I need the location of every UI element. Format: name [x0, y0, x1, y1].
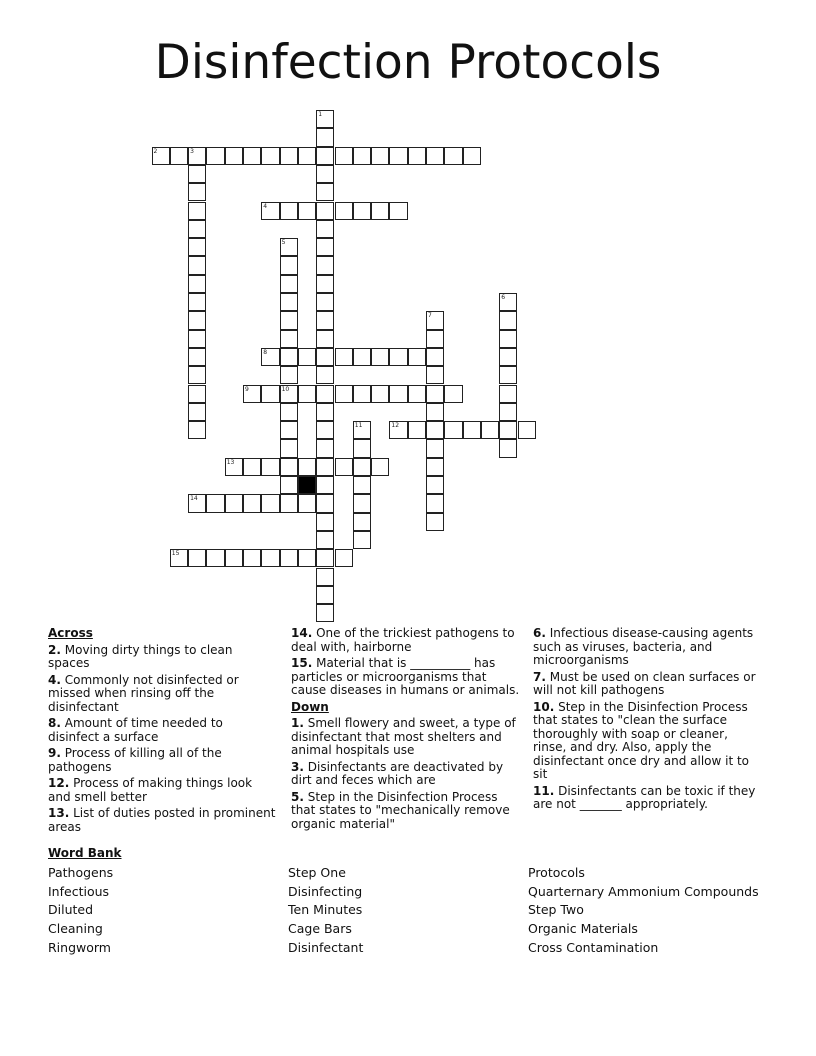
crossword-cell[interactable]	[499, 421, 517, 439]
crossword-cell[interactable]	[426, 348, 444, 366]
crossword-cell[interactable]	[316, 421, 334, 439]
word-bank-item: Disinfecting	[288, 883, 363, 899]
clue-down-5: 5. Step in the Disinfection Process that states to "mechanically remove organic material"	[291, 789, 510, 831]
crossword-cell[interactable]	[188, 220, 206, 238]
crossword-cell[interactable]	[353, 513, 371, 531]
crossword-cell[interactable]	[188, 293, 206, 311]
crossword-cell[interactable]	[261, 147, 279, 165]
crossword-cell[interactable]	[371, 348, 389, 366]
crossword-cell[interactable]	[225, 549, 243, 567]
crossword-cell[interactable]	[408, 348, 426, 366]
clue-number: 3	[190, 147, 194, 155]
crossword-cell[interactable]	[188, 494, 206, 512]
crossword-cell[interactable]	[518, 421, 536, 439]
crossword-cell[interactable]	[408, 385, 426, 403]
crossword-cell[interactable]	[316, 403, 334, 421]
crossword-cell[interactable]	[426, 458, 444, 476]
crossword-cell[interactable]	[261, 385, 279, 403]
crossword-cell[interactable]	[280, 439, 298, 457]
clue-across-4: 4. Commonly not disinfected or missed when rinsing off the disinfectant	[48, 672, 239, 714]
crossword-cell[interactable]	[280, 238, 298, 256]
crossword-cell[interactable]	[243, 385, 261, 403]
crossword-cell[interactable]	[280, 256, 298, 274]
crossword-cell[interactable]	[280, 275, 298, 293]
crossword-cell[interactable]	[280, 366, 298, 384]
crossword-cell[interactable]	[316, 586, 334, 604]
clue-down-7: 7. Must be used on clean surfaces or will not kill pathogens	[533, 669, 756, 697]
crossword-cell[interactable]	[188, 348, 206, 366]
crossword-cell[interactable]	[389, 147, 407, 165]
crossword-cell[interactable]	[426, 476, 444, 494]
crossword-cell[interactable]	[243, 549, 261, 567]
crossword-cell[interactable]	[426, 439, 444, 457]
down-heading: Down	[291, 699, 329, 714]
crossword-cell[interactable]	[316, 275, 334, 293]
crossword-cell[interactable]	[298, 549, 316, 567]
clue-number: 6	[501, 294, 506, 301]
clue-across-8: 8. Amount of time needed to disinfect a surface	[48, 716, 223, 744]
word-bank-column-2	[288, 864, 363, 958]
crossword-cell[interactable]	[243, 494, 261, 512]
crossword-cell[interactable]	[316, 165, 334, 183]
crossword-cell[interactable]	[243, 458, 261, 476]
clue-across-14: 14. One of the trickiest pathogens to deal with, hairborne	[291, 626, 515, 654]
clue-across-13: 13. List of duties posted in prominent areas	[48, 806, 276, 834]
crossword-cell[interactable]	[499, 385, 517, 403]
crossword-cell[interactable]	[444, 147, 462, 165]
crossword-cell[interactable]	[188, 202, 206, 220]
crossword-cell[interactable]	[426, 147, 444, 165]
crossword-cell[interactable]	[371, 147, 389, 165]
clue-across-12: 12. Process of making things look and smell better	[48, 776, 253, 804]
crossword-cell[interactable]	[316, 513, 334, 531]
crossword-cell[interactable]	[280, 385, 298, 403]
clue-number: 11	[354, 422, 363, 430]
crossword-cell[interactable]	[408, 421, 426, 439]
crossword-cell[interactable]	[316, 366, 334, 384]
crossword-cell[interactable]	[188, 330, 206, 348]
crossword-cell[interactable]	[316, 128, 334, 146]
crossword-cell[interactable]	[316, 458, 334, 476]
crossword-cell[interactable]	[481, 421, 499, 439]
word-bank-column-3	[528, 864, 759, 958]
crossword-cell[interactable]	[499, 330, 517, 348]
crossword-cell[interactable]	[316, 311, 334, 329]
crossword-cell[interactable]	[188, 165, 206, 183]
crossword-cell[interactable]	[335, 202, 353, 220]
crossword-cell[interactable]	[316, 604, 334, 622]
crossword-cell[interactable]	[335, 458, 353, 476]
crossword-cell[interactable]	[280, 549, 298, 567]
crossword-cell[interactable]	[353, 385, 371, 403]
crossword-cell[interactable]	[316, 385, 334, 403]
word-bank-column-1	[48, 864, 113, 958]
clue-number: 13	[226, 458, 235, 466]
crossword-cell[interactable]	[499, 311, 517, 329]
clue-across-15: 15. Material that is __________ has particles or microorganisms that cause diseases in humans or animals.	[291, 656, 520, 697]
word-bank-item: Cage Bars	[288, 921, 352, 937]
crossword-cell[interactable]	[280, 458, 298, 476]
crossword-cell[interactable]	[371, 202, 389, 220]
clue-down-11: 11. Disinfectants can be toxic if they are not _______ appropriately.	[533, 783, 756, 811]
crossword-black-square	[298, 476, 316, 494]
crossword-cell[interactable]	[316, 439, 334, 457]
clue-number: 12	[391, 422, 400, 430]
crossword-cell[interactable]	[353, 421, 371, 439]
crossword-cell[interactable]	[261, 348, 279, 366]
clue-number: 10	[281, 385, 290, 393]
crossword-cell[interactable]	[316, 220, 334, 238]
crossword-cell[interactable]	[316, 110, 334, 128]
clue-number: 7	[428, 312, 432, 320]
crossword-cell[interactable]	[188, 366, 206, 384]
clue-across-9: 9. Process of killing all of the pathogens	[48, 746, 222, 774]
clue-number: 14	[190, 495, 198, 503]
clue-number: 4	[263, 202, 268, 210]
crossword-cell[interactable]	[280, 293, 298, 311]
crossword-cell[interactable]	[426, 494, 444, 512]
crossword-cell[interactable]	[280, 330, 298, 348]
word-bank-item: Step Two	[528, 902, 584, 918]
crossword-cell[interactable]	[499, 366, 517, 384]
crossword-cell[interactable]	[316, 476, 334, 494]
crossword-cell[interactable]	[426, 366, 444, 384]
crossword-cell[interactable]	[188, 238, 206, 256]
word-bank-item: Cleaning	[48, 921, 103, 937]
crossword-cell[interactable]	[206, 549, 224, 567]
crossword-cell[interactable]	[353, 348, 371, 366]
crossword-cell[interactable]	[335, 348, 353, 366]
crossword-cell[interactable]	[426, 421, 444, 439]
crossword-cell[interactable]	[188, 385, 206, 403]
crossword-cell[interactable]	[280, 348, 298, 366]
across-heading: Across	[48, 626, 93, 640]
crossword-cell[interactable]	[316, 238, 334, 256]
crossword-cell[interactable]	[188, 147, 206, 165]
crossword-cell[interactable]	[316, 549, 334, 567]
crossword-cell[interactable]	[170, 147, 188, 165]
crossword-cell[interactable]	[280, 421, 298, 439]
clue-number: 9	[245, 385, 249, 393]
crossword-cell[interactable]	[316, 348, 334, 366]
crossword-cell[interactable]	[280, 311, 298, 329]
crossword-cell[interactable]	[408, 147, 426, 165]
crossword-cell[interactable]	[316, 183, 334, 201]
crossword-cell[interactable]	[280, 476, 298, 494]
clue-down-1: 1. Smell flowery and sweet, a type of disinfectant that most shelters and animal hospitals use	[291, 716, 516, 757]
crossword-cell[interactable]	[499, 348, 517, 366]
crossword-cell[interactable]	[261, 494, 279, 512]
clue-number: 8	[263, 348, 268, 356]
crossword-cell[interactable]	[353, 531, 371, 549]
crossword-cell[interactable]	[298, 494, 316, 512]
crossword-cell[interactable]	[353, 458, 371, 476]
crossword-cell[interactable]	[444, 385, 462, 403]
crossword-cell[interactable]	[389, 385, 407, 403]
crossword-cell[interactable]	[280, 403, 298, 421]
crossword-cell[interactable]	[463, 147, 481, 165]
crossword-cell[interactable]	[298, 385, 316, 403]
crossword-cell[interactable]	[389, 348, 407, 366]
crossword-cell[interactable]	[371, 458, 389, 476]
crossword-cell[interactable]	[316, 293, 334, 311]
crossword-cell[interactable]	[316, 256, 334, 274]
word-bank-heading: Word Bank	[48, 846, 122, 860]
crossword-cell[interactable]	[280, 494, 298, 512]
crossword-cell[interactable]	[371, 385, 389, 403]
crossword-cell[interactable]	[152, 147, 170, 165]
clue-number: 2	[153, 147, 158, 155]
crossword-cell[interactable]	[353, 476, 371, 494]
clue-number: 15	[171, 550, 180, 558]
crossword-cell[interactable]	[316, 568, 334, 586]
word-bank-item: Diluted	[48, 902, 94, 918]
word-bank-item: Organic Materials	[528, 921, 638, 937]
crossword-cell[interactable]	[188, 275, 206, 293]
crossword-cell[interactable]	[280, 147, 298, 165]
clue-number: 1	[318, 111, 323, 118]
crossword-cell[interactable]	[316, 202, 334, 220]
clue-down-3: 3. Disinfectants are deactivated by dirt and feces which are	[291, 759, 504, 787]
crossword-cell[interactable]	[316, 531, 334, 549]
crossword-cell[interactable]	[188, 183, 206, 201]
crossword-cell[interactable]	[261, 549, 279, 567]
word-bank-item: Quarternary Ammonium Compounds	[528, 883, 759, 899]
crossword-cell[interactable]	[353, 439, 371, 457]
crossword-cell[interactable]	[353, 202, 371, 220]
clue-across-2: 2. Moving dirty things to clean spaces	[48, 642, 233, 670]
clue-down-10: 10. Step in the Disinfection Process that states to "clean the surface thoroughly with soap or cleaner, rinse, and dry. Also, apply the disinfectant once dry and allow it to sit	[533, 699, 750, 781]
crossword-cell[interactable]	[426, 330, 444, 348]
crossword-cell[interactable]	[463, 421, 481, 439]
crossword-cell[interactable]	[170, 549, 188, 567]
crossword-cell[interactable]	[188, 256, 206, 274]
clues-column-2	[291, 627, 521, 834]
crossword-cell[interactable]	[225, 458, 243, 476]
crossword-cell[interactable]	[225, 147, 243, 165]
crossword-cell[interactable]	[261, 202, 279, 220]
word-bank-item: Pathogens	[48, 865, 114, 880]
crossword-cell[interactable]	[243, 147, 261, 165]
word-bank-item: Infectious	[48, 883, 110, 899]
crossword-cell[interactable]	[335, 549, 353, 567]
crossword-cell[interactable]	[298, 348, 316, 366]
crossword-cell[interactable]	[188, 403, 206, 421]
clue-number: 5	[281, 239, 286, 247]
crossword-cell[interactable]	[188, 421, 206, 439]
page-title: Disinfection Protocols	[154, 35, 662, 90]
crossword-cell[interactable]	[188, 311, 206, 329]
crossword-cell[interactable]	[499, 439, 517, 457]
crossword-cell[interactable]	[206, 147, 224, 165]
crossword-cell[interactable]	[426, 311, 444, 329]
crossword-cell[interactable]	[426, 513, 444, 531]
crossword-cell[interactable]	[499, 293, 517, 311]
crossword-cell[interactable]	[444, 421, 462, 439]
word-bank-item: Ten Minutes	[288, 902, 363, 918]
crossword-cell[interactable]	[353, 147, 371, 165]
crossword-cell[interactable]	[298, 458, 316, 476]
word-bank-item: Protocols	[528, 865, 585, 880]
crossword-cell[interactable]	[316, 494, 334, 512]
crossword-cell[interactable]	[298, 147, 316, 165]
crossword-cell[interactable]	[206, 494, 224, 512]
crossword-cell[interactable]	[389, 421, 407, 439]
word-bank-item: Ringworm	[48, 939, 111, 955]
clue-down-6: 6. Infectious disease-causing agents such as viruses, bacteria, and microorganisms	[533, 626, 754, 667]
crossword-cell[interactable]	[353, 494, 371, 512]
word-bank-item: Cross Contamination	[528, 939, 659, 955]
crossword-cell[interactable]	[298, 202, 316, 220]
clues-column-1	[48, 627, 276, 837]
word-bank-item: Disinfectant	[288, 939, 364, 955]
crossword-cell[interactable]	[280, 202, 298, 220]
clues-column-3	[533, 627, 763, 815]
crossword-cell[interactable]	[335, 385, 353, 403]
crossword-cell[interactable]	[499, 403, 517, 421]
crossword-cell[interactable]	[188, 549, 206, 567]
crossword-cell[interactable]	[426, 385, 444, 403]
crossword-cell[interactable]	[316, 147, 334, 165]
crossword-cell[interactable]	[261, 458, 279, 476]
crossword-cell[interactable]	[426, 403, 444, 421]
word-bank-item: Step One	[288, 865, 346, 880]
crossword-cell[interactable]	[389, 202, 407, 220]
crossword-cell[interactable]	[335, 147, 353, 165]
crossword-cell[interactable]	[225, 494, 243, 512]
crossword-cell[interactable]	[316, 330, 334, 348]
